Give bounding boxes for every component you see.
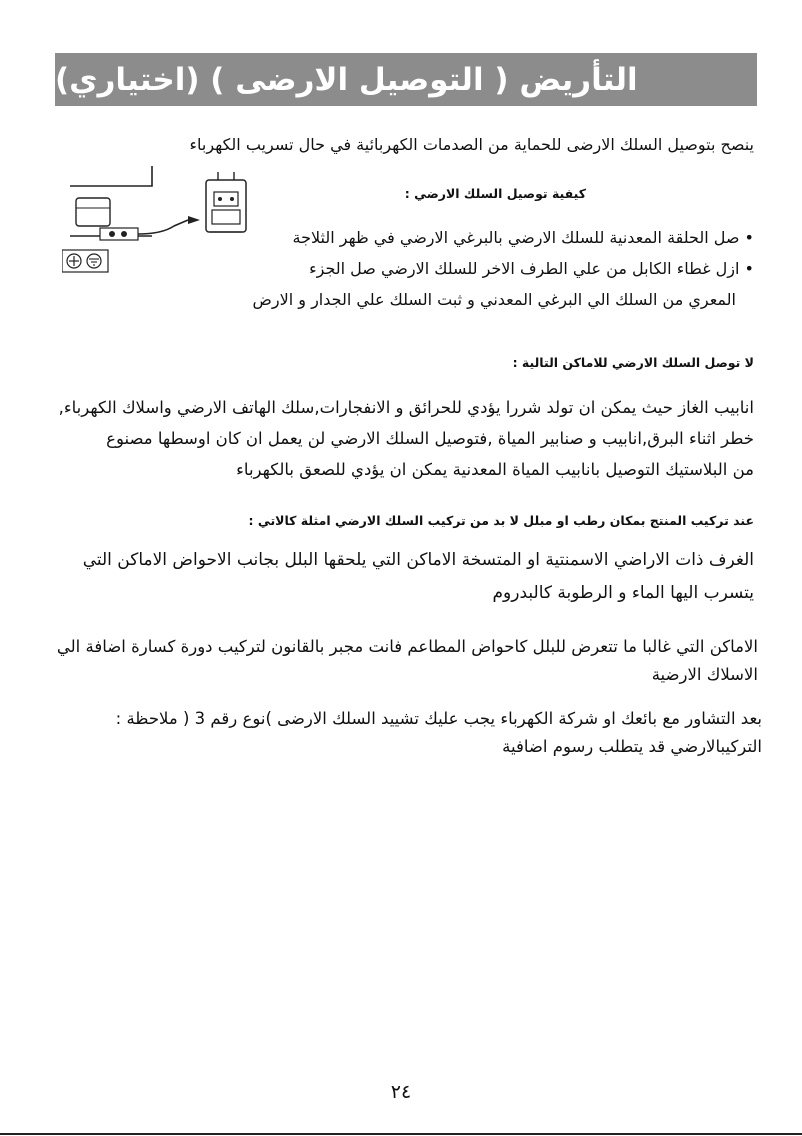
paragraph-line: بعد التشاور مع بائعك او شركة الكهرباء يجب عليك تشييد السلك الارضى )نوع رقم 3 ( ملاحظة : [115, 709, 762, 728]
law-note-paragraph [57, 633, 758, 689]
paragraph-line: يتسرب اليها الماء و الرطوبة كالبدروم [492, 583, 754, 603]
intro-paragraph: ينصح بتوصيل السلك الارضى للحماية من الصدمات الكهربائية في حال تسريب الكهرباء [189, 135, 754, 154]
list-item: • ازل غطاء الكابل من علي الطرف الاخر للسلك الارضي صل الجزء [309, 259, 754, 278]
how-to-list [253, 222, 754, 315]
wet-places-paragraph [83, 544, 754, 610]
page-title-bar [55, 53, 757, 106]
paragraph-line: من البلاستيك التوصيل بانابيب المياة المعدنية يمكن ان يؤدي للصعق بالكهرباء [236, 460, 754, 479]
page-number: ٢٤ [390, 1081, 412, 1103]
fridge-outline [70, 166, 152, 186]
list-item-continuation: المعري من السلك الي البرغي المعدني و ثبت السلك علي الجدار و الارض [252, 290, 736, 309]
compressor-icon [76, 198, 110, 226]
arrow-icon [188, 216, 200, 224]
paragraph-line: الاماكن التي غالبا ما تتعرض للبلل كاحواض المطاعم فانت مجبر بالقانون لتركيب دورة كسارة اضافة الي [56, 637, 758, 656]
do-not-connect-paragraph [59, 392, 754, 485]
final-note-paragraph [116, 705, 762, 761]
how-to-heading: كيفية توصيل السلك الارضي : [404, 186, 586, 201]
paragraph-line: انابيب الغاز حيث يمكن ان تولد شررا يؤدي للحرائق و الانفجارات,سلك الهاتف الارضي واسلاك الكهرباء, [58, 398, 754, 417]
plug-prongs [218, 172, 234, 180]
ground-wire [138, 220, 188, 234]
footer-divider [0, 1133, 802, 1135]
earth-screw-block [100, 228, 138, 240]
earth-screw-icon [109, 231, 115, 237]
list-item: • صل الحلقة المعدنية للسلك الارضي بالبرغي الارضي في ظهر الثلاجة [292, 228, 754, 247]
wet-places-heading: عند تركيب المنتج بمكان رطب او مبلل لا بد من تركيب السلك الارضي امثلة كالاتي : [248, 513, 754, 528]
paragraph-line: الغرف ذات الاراضي الاسمنتية او المتسخة الاماكن التي يلحقها البلل بجانب الاحواض الاماكن التي [82, 550, 754, 570]
do-not-connect-heading: لا توصل السلك الارضي للاماكن التالية : [512, 355, 754, 370]
paragraph-line: التركيبالارضي قد يتطلب رسوم اضافية [502, 737, 762, 756]
grounding-diagram [62, 158, 252, 278]
paragraph-line: خطر اثناء البرق,انابيب و صنابير المياة ,فتوصيل السلك الارضي لن يعمل ان كان اوسطها مصنوع [106, 429, 754, 448]
page-title: التأريض ( التوصيل الارضى ) (اختياري) [55, 61, 638, 98]
paragraph-line: الاسلاك الارضية [651, 665, 758, 684]
